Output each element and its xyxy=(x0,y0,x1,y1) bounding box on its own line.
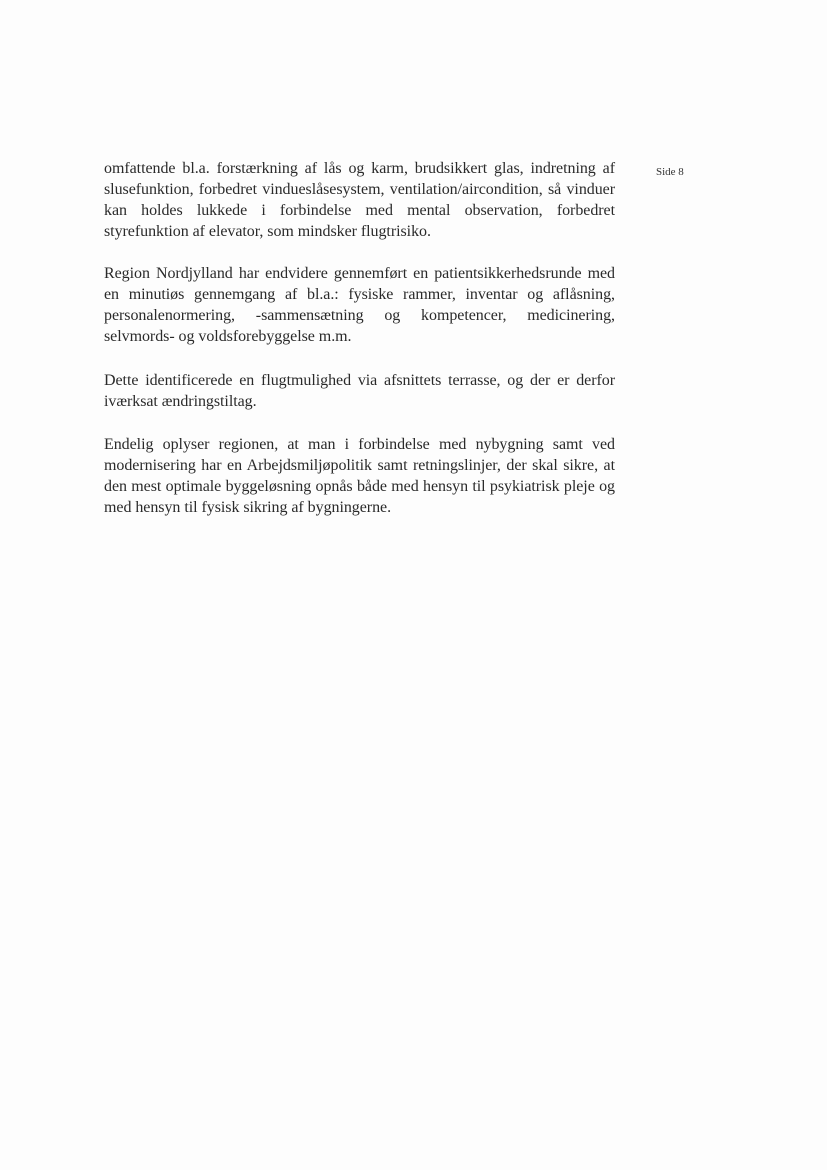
paragraph-security-measures: omfattende bl.a. forstærkning af lås og karm, brudsikkert glas, indretning af slusefunktion, forbedret vindueslåsesystem, ventilation/aircondition, så vinduer kan holdes lukkede i forbindelse med mental observation, forbedret styrefunktion af elevator, som mindsker flugtrisiko. xyxy=(104,160,615,240)
paragraph-patient-safety-round: Region Nordjylland har endvidere gennemført en patientsikkerhedsrunde med en minutiøs gennemgang af bl.a.: fysiske rammer, inventar og aflåsning, personalenormering, -sammensætning og kompetencer, medicinering, selvmords- og voldsforebyggelse m.m. xyxy=(104,265,615,345)
page-number-label: Side 8 xyxy=(656,166,684,178)
paragraph-escape-route: Dette identificerede en flugtmulighed via afsnittets terrasse, og der er derfor iværksat ændringstiltag. xyxy=(104,372,615,410)
body-text xyxy=(104,158,615,518)
paragraph-building-policy: Endelig oplyser regionen, at man i forbindelse med nybygning samt ved modernisering har en Arbejdsmiljøpolitik samt retningslinjer, der skal sikre, at den mest optimale byggeløsning opnås både med hensyn til psykiatrisk pleje og med hensyn til fysisk sikring af bygningerne. xyxy=(104,436,615,516)
